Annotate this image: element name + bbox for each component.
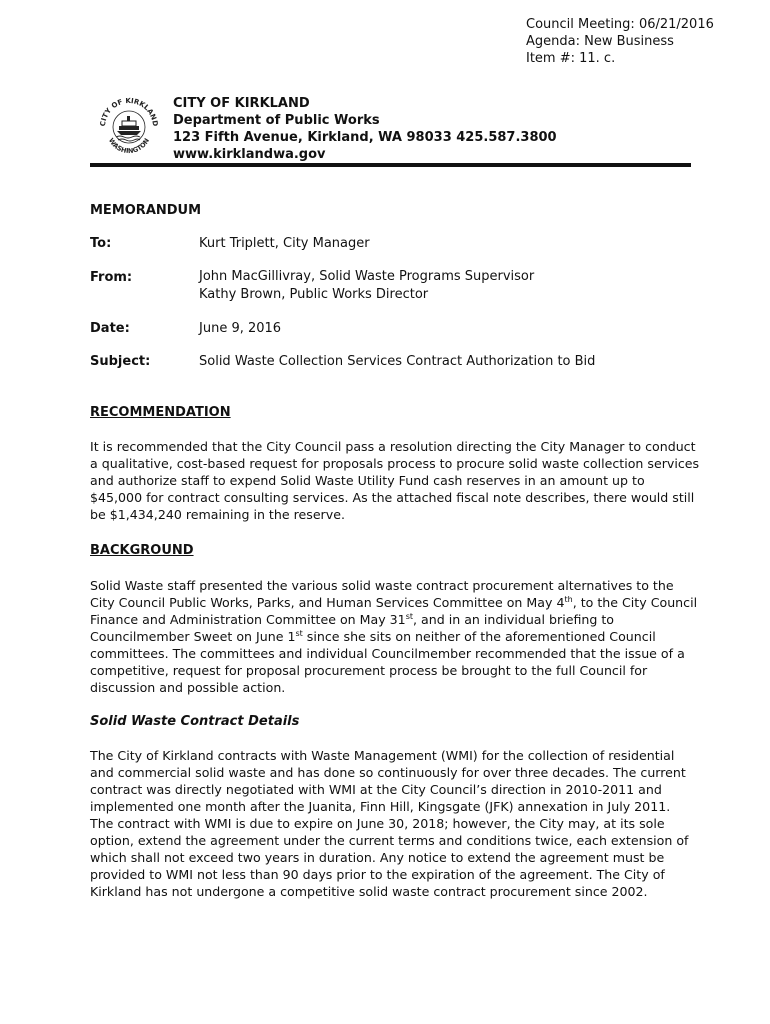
svg-text:CITY OF KIRKLAND: CITY OF KIRKLAND — [98, 96, 160, 127]
paragraph-line: be $1,434,240 remaining in the reserve. — [90, 507, 345, 522]
paragraph-line: Kirkland has not undergone a competitive solid waste contract procurement since 2002. — [90, 884, 648, 899]
to-value — [199, 235, 370, 253]
paragraph-line: a qualitative, cost-based request for proposals process to procure solid waste collection services — [90, 456, 700, 471]
to-label: To: — [90, 236, 112, 251]
department-name: Department of Public Works — [173, 113, 380, 128]
svg-text:WASHINGTON: WASHINGTON — [106, 136, 152, 156]
paragraph-line: Finance and Administration Committee on May 31st, and in an individual briefing to — [90, 611, 614, 627]
paragraph-line: and authorize staff to expend Solid Waste Utility Fund cash reserves in an amount up to — [90, 473, 645, 488]
paragraph-line: competitive, request for proposal procurement process be brought to the full Council for — [90, 663, 648, 678]
date-label: Date: — [90, 321, 130, 336]
background-heading: BACKGROUND — [90, 543, 194, 558]
paragraph-line: option, extend the agreement under the current terms and conditions twice, each extension of — [90, 833, 689, 848]
city-seal-logo — [95, 93, 163, 161]
website-link[interactable]: www.kirklandwa.gov — [173, 147, 326, 162]
to-recipient: Kurt Triplett, City Manager — [199, 236, 370, 251]
paragraph-line: discussion and possible action. — [90, 680, 286, 695]
paragraph-line: implemented one month after the Juanita, Finn Hill, Kingsgate (JFK) annexation in July 2011. — [90, 799, 671, 814]
paragraph-line: The City of Kirkland contracts with Waste Management (WMI) for the collection of residential — [90, 748, 675, 763]
from-sender-2: Kathy Brown, Public Works Director — [199, 287, 429, 302]
header-divider — [90, 163, 691, 167]
memo-subject: Solid Waste Collection Services Contract Authorization to Bid — [199, 354, 596, 369]
paragraph-line: The contract with WMI is due to expire on June 30, 2018; however, the City may, at its sole — [90, 816, 665, 831]
paragraph-line: Solid Waste staff presented the various solid waste contract procurement alternatives to the — [90, 578, 674, 593]
recommendation-paragraph — [90, 438, 700, 523]
paragraph-line: provided to WMI not less than 90 days prior to the expiration of the agreement. The City of — [90, 867, 665, 882]
subject-value — [199, 353, 595, 371]
date-value — [199, 320, 281, 338]
memo-date: June 9, 2016 — [199, 321, 282, 336]
subject-label: Subject: — [90, 354, 151, 369]
contract-details-heading: Solid Waste Contract Details — [90, 714, 300, 729]
background-paragraph — [90, 577, 698, 696]
department-address: 123 Fifth Avenue, Kirkland, WA 98033 425.587.3800 — [173, 130, 557, 145]
letterhead — [173, 95, 557, 163]
item-number: Item #: 11. c. — [526, 51, 616, 66]
paragraph-line: City Council Public Works, Parks, and Human Services Committee on May 4th, to the City Council — [90, 594, 698, 610]
paragraph-line: and commercial solid waste and has done so continuously for over three decades. The current — [90, 765, 686, 780]
contract-details-paragraph — [90, 747, 690, 900]
meeting-date: Council Meeting: 06/21/2016 — [526, 17, 714, 32]
paragraph-line: It is recommended that the City Council pass a resolution directing the City Manager to conduct — [90, 439, 696, 454]
paragraph-line: contract was directly negotiated with WMI at the City Council’s direction in 2010-2011 and — [90, 782, 662, 797]
paragraph-line: which shall not exceed two years in duration. Any notice to extend the agreement must be — [90, 850, 665, 865]
city-name: CITY OF KIRKLAND — [173, 96, 310, 111]
from-label: From: — [90, 270, 133, 285]
from-value — [199, 268, 534, 304]
meeting-info — [526, 16, 714, 67]
agenda-label: Agenda: New Business — [526, 34, 674, 49]
recommendation-heading: RECOMMENDATION — [90, 405, 231, 420]
paragraph-line: $45,000 for contract consulting services. As the attached fiscal note describes, there would still — [90, 490, 695, 505]
paragraph-line: committees. The committees and individual Councilmember recommended that the issue of a — [90, 646, 685, 661]
from-sender-1: John MacGillivray, Solid Waste Programs Supervisor — [199, 269, 535, 284]
paragraph-line: Councilmember Sweet on June 1st since she sits on neither of the aforementioned Council — [90, 628, 656, 644]
memo-title: MEMORANDUM — [90, 203, 202, 218]
